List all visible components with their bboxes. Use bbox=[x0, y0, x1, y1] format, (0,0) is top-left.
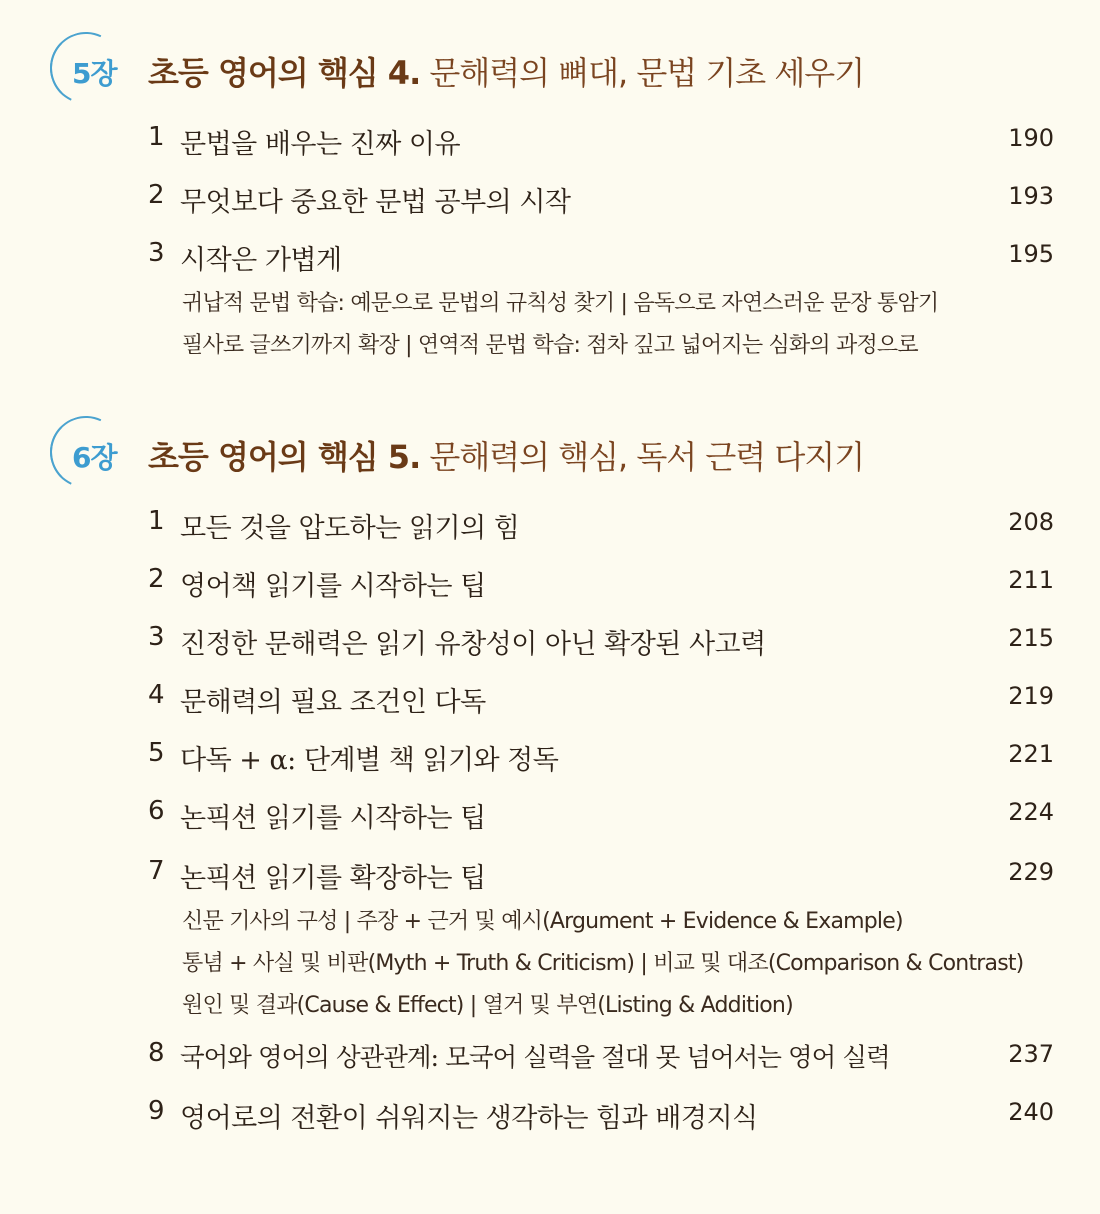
toc-entry[interactable] bbox=[148, 1096, 1054, 1136]
chapter-title bbox=[148, 432, 864, 478]
chapter-number: 6장 bbox=[72, 441, 117, 474]
entry-page: 221 bbox=[1008, 740, 1054, 768]
toc-entry[interactable] bbox=[148, 238, 1054, 278]
entry-label: 문법을 배우는 진짜 이유 bbox=[180, 129, 461, 160]
toc-entry[interactable] bbox=[148, 738, 1054, 778]
entry-number: 2 bbox=[148, 564, 165, 594]
toc-entry[interactable] bbox=[148, 680, 1054, 720]
chapter-title-regular: 문해력의 뼈대, 문법 기초 세우기 bbox=[429, 54, 865, 92]
toc-entry[interactable] bbox=[148, 122, 1054, 162]
toc-entry[interactable] bbox=[148, 1038, 1054, 1078]
entry-page: 229 bbox=[1008, 858, 1054, 886]
entry-label: 무엇보다 중요한 문법 공부의 시작 bbox=[180, 187, 571, 218]
entry-number: 3 bbox=[148, 622, 165, 652]
entry-page: 240 bbox=[1008, 1098, 1054, 1126]
entry-number: 7 bbox=[148, 856, 165, 886]
entry-number: 8 bbox=[148, 1038, 165, 1068]
chapter-title bbox=[148, 48, 864, 94]
entry-page: 224 bbox=[1008, 798, 1054, 826]
chapter-title-bold: 초등 영어의 핵심 5. bbox=[148, 438, 421, 476]
entry-page: 219 bbox=[1008, 682, 1054, 710]
chapter-title-bold: 초등 영어의 핵심 4. bbox=[148, 54, 421, 92]
entry-number: 6 bbox=[148, 796, 165, 826]
entry-page: 211 bbox=[1008, 566, 1054, 594]
toc-entry[interactable] bbox=[148, 796, 1054, 836]
entry-subtopics: 귀납적 문법 학습: 예문으로 문법의 규칙성 찾기 | 음독으로 자연스러운 문장 통암기 bbox=[182, 291, 939, 316]
entry-number: 1 bbox=[148, 506, 165, 536]
entry-subtopics: 원인 및 결과(Cause & Effect) | 열거 및 부연(Listing & Addition) bbox=[182, 993, 793, 1018]
toc-entry[interactable] bbox=[148, 564, 1054, 604]
entry-label: 논픽션 읽기를 확장하는 팁 bbox=[180, 863, 486, 894]
entry-number: 3 bbox=[148, 238, 165, 268]
entry-label: 시작은 가볍게 bbox=[180, 245, 342, 276]
entry-page: 237 bbox=[1008, 1040, 1054, 1068]
entry-label: 국어와 영어의 상관관계: 모국어 실력을 절대 못 넘어서는 영어 실력 bbox=[180, 1043, 890, 1073]
entry-label: 다독 + α: 단계별 책 읽기와 정독 bbox=[180, 745, 559, 776]
chapter-number: 5장 bbox=[72, 57, 117, 90]
entry-label: 모든 것을 압도하는 읽기의 힘 bbox=[180, 513, 520, 544]
entry-subtopics: 통념 + 사실 및 비판(Myth + Truth & Criticism) | 비교 및 대조(Comparison & Contrast) bbox=[182, 951, 1024, 976]
chapter-title-regular: 문해력의 핵심, 독서 근력 다지기 bbox=[429, 438, 865, 476]
toc-entry[interactable] bbox=[148, 622, 1054, 662]
toc-entry[interactable] bbox=[148, 180, 1054, 220]
entry-number: 2 bbox=[148, 180, 165, 210]
entry-label: 영어책 읽기를 시작하는 팁 bbox=[180, 571, 486, 602]
toc-entry[interactable] bbox=[148, 506, 1054, 546]
entry-page: 195 bbox=[1008, 240, 1054, 268]
entry-label: 논픽션 읽기를 시작하는 팁 bbox=[180, 803, 486, 834]
entry-number: 4 bbox=[148, 680, 165, 710]
entry-page: 208 bbox=[1008, 508, 1054, 536]
toc-entry[interactable] bbox=[148, 856, 1054, 896]
entry-page: 193 bbox=[1008, 182, 1054, 210]
entry-number: 5 bbox=[148, 738, 165, 768]
entry-label: 진정한 문해력은 읽기 유창성이 아닌 확장된 사고력 bbox=[180, 629, 766, 660]
entry-number: 9 bbox=[148, 1096, 165, 1126]
entry-label: 영어로의 전환이 쉬워지는 생각하는 힘과 배경지식 bbox=[180, 1103, 758, 1134]
entry-label: 문해력의 필요 조건인 다독 bbox=[180, 687, 486, 718]
entry-subtopics: 신문 기사의 구성 | 주장 + 근거 및 예시(Argument + Evidence & Example) bbox=[182, 909, 903, 934]
entry-number: 1 bbox=[148, 122, 165, 152]
entry-page: 190 bbox=[1008, 124, 1054, 152]
entry-page: 215 bbox=[1008, 624, 1054, 652]
entry-subtopics: 필사로 글쓰기까지 확장 | 연역적 문법 학습: 점차 깊고 넓어지는 심화의 과정으로 bbox=[182, 333, 918, 358]
